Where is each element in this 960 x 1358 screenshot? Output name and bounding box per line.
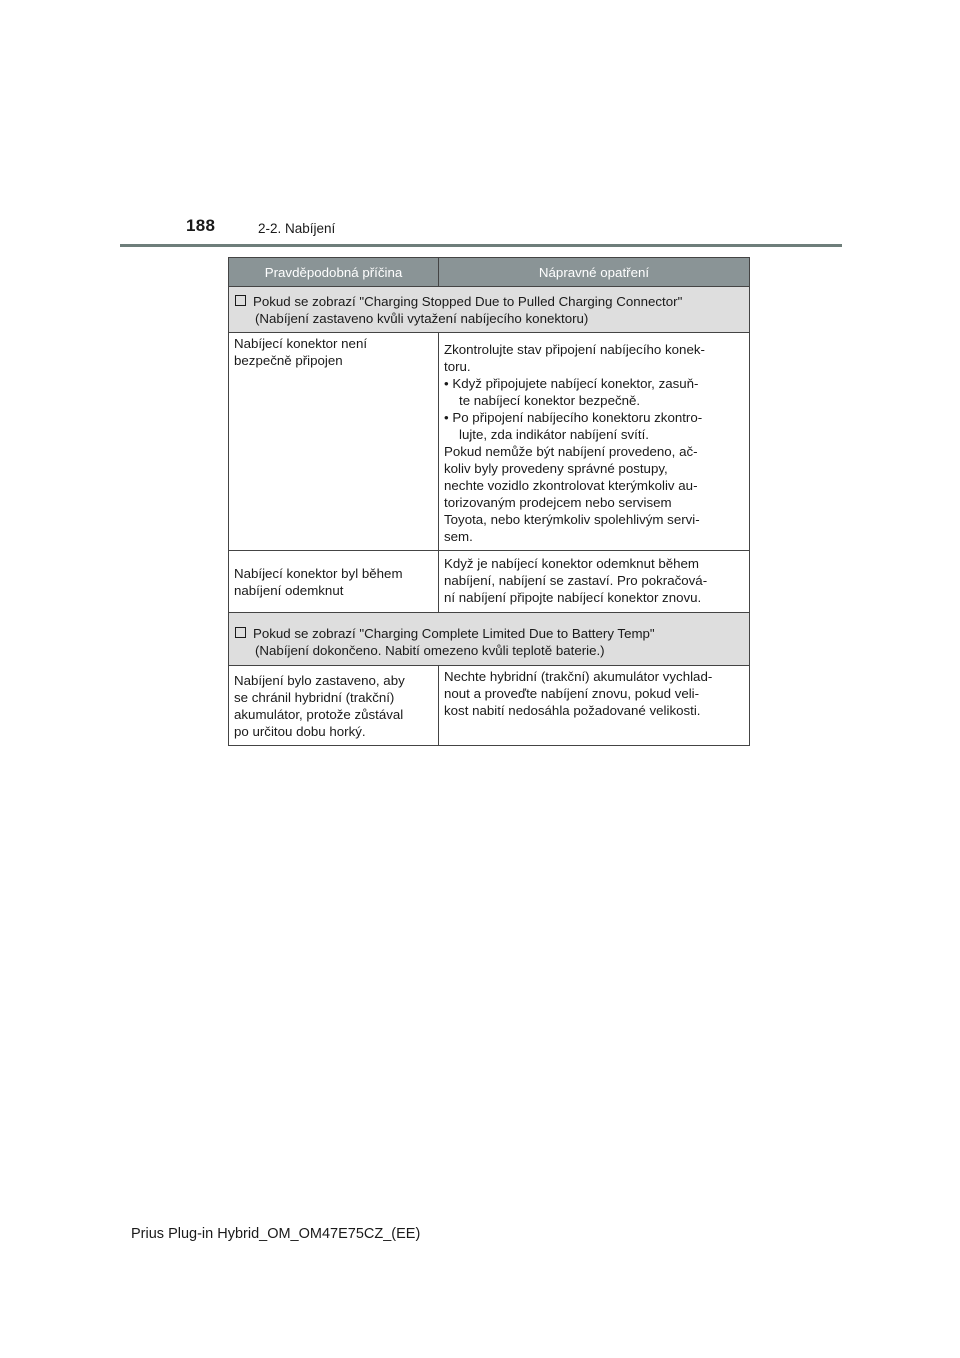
group-title-line: Pokud se zobrazí "Charging Complete Limited Due to Battery Temp" xyxy=(253,626,655,641)
cause-line: Nabíjení bylo zastaveno, aby xyxy=(234,673,405,688)
cause-line: bezpečně připojen xyxy=(234,353,343,368)
remedy-line: toru. xyxy=(444,359,471,374)
column-header-cause: Pravděpodobná příčina xyxy=(229,258,439,287)
document-footer: Prius Plug-in Hybrid_OM_OM47E75CZ_(EE) xyxy=(131,1226,421,1242)
remedy-cell xyxy=(439,666,750,746)
group-header-row xyxy=(229,287,750,333)
group-title-line: Pokud se zobrazí "Charging Stopped Due to Pulled Charging Connector" xyxy=(253,294,683,309)
header-divider xyxy=(120,244,842,247)
remedy-bullet xyxy=(444,409,744,443)
remedy-line: torizovaným prodejcem nebo servisem xyxy=(444,495,672,510)
cause-line: Nabíjecí konektor byl během xyxy=(234,566,403,581)
table-row xyxy=(229,666,750,746)
remedy-bullet xyxy=(444,375,744,409)
remedy-line: ní nabíjení připojte nabíjecí konektor znovu. xyxy=(444,590,702,605)
cause-line: po určitou dobu horký. xyxy=(234,724,366,739)
bullet-line: • Když připojujete nabíjecí konektor, zasuň- xyxy=(444,376,699,391)
remedy-line: Pokud nemůže být nabíjení provedeno, ač- xyxy=(444,444,698,459)
remedy-line: Zkontrolujte stav připojení nabíjecího konek- xyxy=(444,342,705,357)
cause-line: Nabíjecí konektor není xyxy=(234,336,368,351)
bullet-line: • Po připojení nabíjecího konektoru zkontro- xyxy=(444,410,703,425)
page-number: 188 xyxy=(186,216,216,235)
remedy-cell xyxy=(439,551,750,613)
group-title xyxy=(235,625,743,659)
remedy-cell xyxy=(439,333,750,551)
group-header xyxy=(229,613,750,666)
remedy-line: koliv byly provedeny správné postupy, xyxy=(444,461,668,476)
table-row xyxy=(229,551,750,613)
remedy-line: nout a proveďte nabíjení znovu, pokud veli- xyxy=(444,686,700,701)
remedy-line: kost nabití nedosáhla požadované velikosti. xyxy=(444,703,701,718)
cause-cell xyxy=(229,551,439,613)
group-title-line: (Nabíjení dokončeno. Nabití omezeno kvůli teplotě baterie.) xyxy=(255,643,605,658)
remedy-line: Když je nabíjecí konektor odemknut během xyxy=(444,556,700,571)
remedy-line: sem. xyxy=(444,529,473,544)
remedy-line: nechte vozidlo zkontrolovat kterýmkoliv au- xyxy=(444,478,698,493)
bullet-line: lujte, zda indikátor nabíjení svítí. xyxy=(459,427,649,442)
cause-cell xyxy=(229,333,439,551)
remedy-line: nabíjení, nabíjení se zastaví. Pro pokračová- xyxy=(444,573,708,588)
group-title-line: (Nabíjení zastaveno kvůli vytažení nabíjecího konektoru) xyxy=(255,311,589,326)
section-title: 2-2. Nabíjení xyxy=(258,221,336,236)
cause-line: se chránil hybridní (trakční) xyxy=(234,690,395,705)
cause-line: nabíjení odemknut xyxy=(234,583,344,598)
cause-cell xyxy=(229,666,439,746)
cause-line: akumulátor, protože zůstával xyxy=(234,707,404,722)
group-header-row xyxy=(229,613,750,666)
column-header-remedy: Nápravné opatření xyxy=(439,258,750,287)
group-title xyxy=(235,293,743,327)
group-header xyxy=(229,287,750,333)
table-header-row xyxy=(229,258,750,287)
troubleshooting-table xyxy=(228,257,750,746)
bullet-line: te nabíjecí konektor bezpečně. xyxy=(459,393,641,408)
remedy-line: Toyota, nebo kterýmkoliv spolehlivým servi- xyxy=(444,512,700,527)
table-row xyxy=(229,333,750,551)
checkbox-square-icon xyxy=(235,627,246,638)
checkbox-square-icon xyxy=(235,295,246,306)
remedy-line: Nechte hybridní (trakční) akumulátor vychlad- xyxy=(444,669,713,684)
